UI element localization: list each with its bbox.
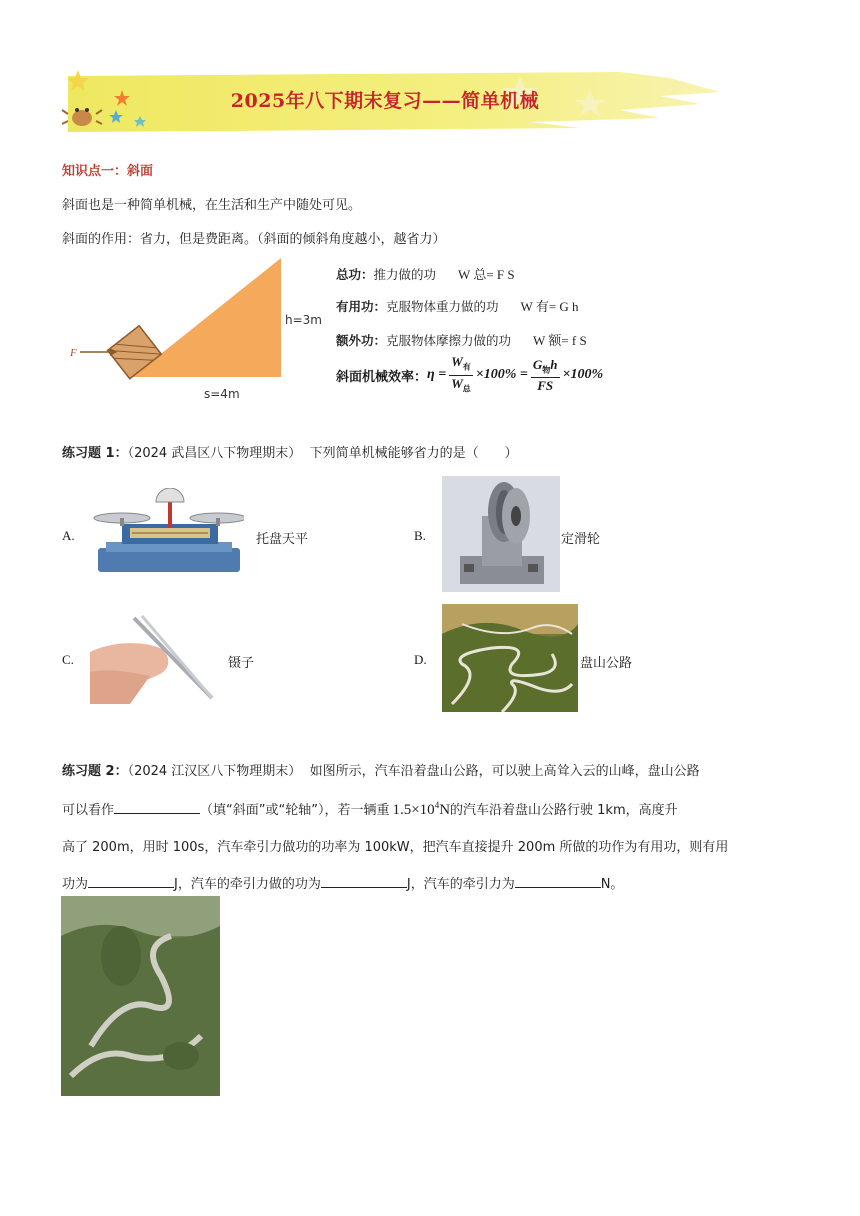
length-label: s=4m	[204, 387, 240, 401]
question-2-line3: 高了 200m，用时 100s，汽车牵引力做功的功率为 100kW，把汽车直接提升 200m 所做的功作为有用功，则有用	[62, 840, 729, 855]
option-a-text: 托盘天平	[256, 532, 309, 547]
answer-blank[interactable]	[515, 875, 601, 888]
mountain-road-image	[442, 604, 578, 712]
answer-blank[interactable]	[114, 801, 200, 814]
option-c-letter: C.	[62, 652, 74, 667]
page-title: 2025年八下期末复习——简单机械	[230, 90, 540, 112]
efficiency-formula: 斜面机械效率： η = $\frac{W_有}{W_总}$ ×100% = $\frac{G_物h}{FS}$ ×100%	[336, 354, 604, 394]
pulley-image	[442, 476, 560, 592]
tweezers-image	[90, 612, 216, 704]
option-a-letter: A.	[62, 528, 75, 543]
question-1: 练习题 1：（2024 武昌区八下物理期末） 下列简单机械能够省力的是（ ）	[62, 446, 518, 461]
total-work-line: 总功：推力做的功 W 总= F S	[336, 267, 515, 282]
useful-work-line: 有用功：克服物体重力做的功 W 有= G h	[336, 299, 579, 314]
question-2-line2: 可以看作 （填“斜面”或“轮轴”），若一辆重 $1.5\times 10^4N$的汽车沿着盘山公路行驶 1km，高度升	[62, 800, 678, 818]
option-b-text: 定滑轮	[561, 532, 601, 547]
option-d-text: 盘山公路	[580, 656, 633, 671]
option-b-letter: B.	[414, 528, 426, 543]
section-title: 知识点一：斜面	[62, 164, 154, 179]
force-label: F	[70, 347, 77, 359]
option-c-text: 镊子	[228, 656, 255, 671]
winding-road-photo	[61, 896, 220, 1096]
height-label: h=3m	[285, 313, 322, 327]
answer-blank[interactable]	[88, 875, 174, 888]
balance-scale-image	[92, 488, 244, 576]
question-2-line4: 功为 J，汽车的牵引力做的功为 J，汽车的牵引力为 N。	[62, 877, 624, 892]
incline-diagram	[62, 256, 332, 406]
paragraph: 斜面的作用：省力，但是费距离。（斜面的倾斜角度越小，越省力）	[62, 232, 446, 247]
option-d-letter: D.	[414, 652, 427, 667]
answer-blank[interactable]	[321, 875, 407, 888]
question-2-line1: 练习题 2：（2024 江汉区八下物理期末） 如图所示，汽车沿着盘山公路，可以驶上高耸入云的山峰，盘山公路	[62, 764, 700, 779]
extra-work-line: 额外功：克服物体摩擦力做的功 W 额= f S	[336, 333, 587, 348]
paragraph: 斜面也是一种简单机械，在生活和生产中随处可见。	[62, 198, 362, 213]
